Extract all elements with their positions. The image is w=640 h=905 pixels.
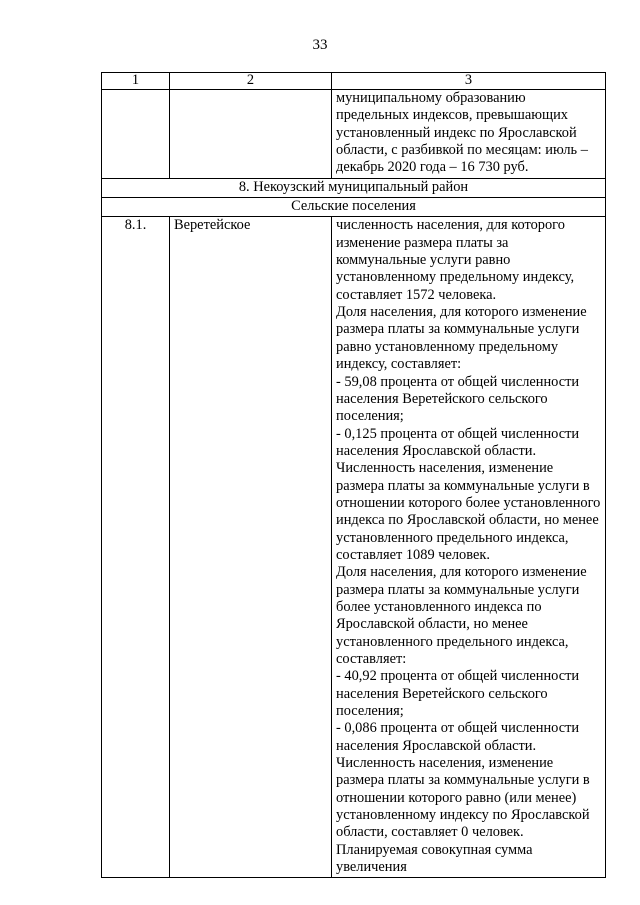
paragraph: - 0,086 процента от общей численности населения Ярославской области.: [336, 720, 580, 754]
paragraph: Доля населения, для которого изменение размера платы за коммунальные услуги равно установленному предельному индексу, составляет:: [336, 304, 587, 373]
district-title: 8. Некоузский муниципальный район: [102, 178, 606, 197]
continuation-text-cell: [332, 90, 606, 179]
page-number: 33: [312, 37, 328, 53]
section-title: Сельские поселения: [102, 198, 606, 217]
row-name: Веретейское: [170, 217, 332, 878]
paragraph: Планируемая совокупная сумма увеличения: [336, 841, 533, 876]
header-col-2: 2: [170, 73, 332, 90]
paragraph: Доля населения, для которого изменение размера платы за коммунальные услуги более установленного индекса по Ярославской области, но менее установленного предельного индекса, составляет:: [336, 564, 587, 667]
paragraph: - 0,125 процента от общей численности населения Ярославской области.: [336, 425, 580, 459]
section-row: [102, 198, 606, 217]
continuation-number-cell: [102, 90, 170, 179]
header-col-3: 3: [332, 73, 606, 90]
data-table: [101, 72, 606, 878]
district-row: [102, 178, 606, 197]
header-row: [102, 73, 606, 90]
paragraph: численность населения, для которого изменение размера платы за коммунальные услуги равно установленному предельному индексу, составляет 1572 человека.: [336, 217, 575, 303]
table-row: [102, 217, 606, 878]
continuation-row: [102, 90, 606, 179]
paragraph: - 59,08 процента от общей численности населения Веретейского сельского поселения;: [336, 373, 580, 425]
continuation-name-cell: [170, 90, 332, 179]
paragraph: Численность населения, изменение размера платы за коммунальные услуги в отношении которого более установленного индекса по Ярославской области, но менее установленного предельного индекса, составляет 1089 человек.: [336, 460, 601, 563]
row-number: 8.1.: [102, 217, 170, 878]
continuation-paragraph: муниципальному образованию предельных индексов, превышающих установленный индекс по Ярославской области, с разбивкой по месяцам: июль – декабрь 2020 года – 16 730 руб.: [336, 90, 588, 176]
paragraph: - 40,92 процента от общей численности населения Веретейского сельского поселения;: [336, 668, 580, 720]
row-text-cell: [332, 217, 606, 878]
paragraph: Численность населения, изменение размера платы за коммунальные услуги в отношении которого равно (или менее) установленному индексу по Ярославской области, составляет 0 человек.: [336, 755, 590, 841]
header-col-1: 1: [102, 73, 170, 90]
